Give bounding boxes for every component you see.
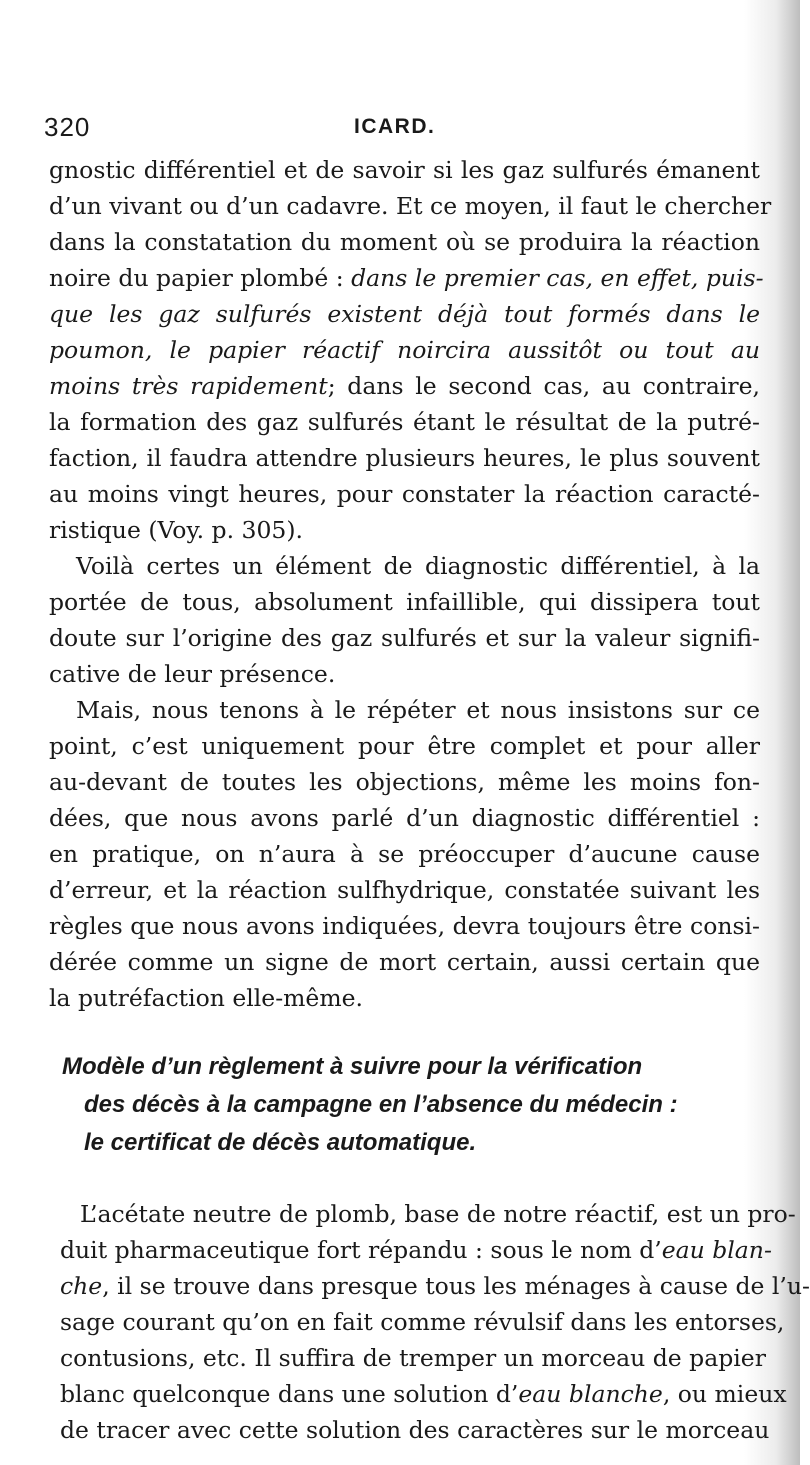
text-line: que les gaz sulfurés existent déjà tout formés dans le (49, 300, 760, 328)
page-number: 320 (44, 112, 91, 142)
text-line (49, 368, 760, 404)
text-line: dées, que nous avons parlé d’un diagnostic différentiel : (49, 804, 760, 832)
italic-span: eau blan- (661, 1236, 772, 1264)
heading-line: le certificat de décès automatique. (84, 1129, 477, 1156)
text-span: , il se trouve dans presque tous les ménages à cause de l’u- (102, 1272, 810, 1300)
text-line: sage courant qu’on en fait comme révulsif dans les entorses, (60, 1308, 785, 1336)
text-line (49, 260, 764, 296)
text-span: ; dans le second cas, au contraire, (327, 372, 760, 400)
text-line: point, c’est uniquement pour être complet et pour aller (49, 732, 760, 760)
text-line: contusions, etc. Il suffira de tremper un morceau de papier (60, 1344, 766, 1372)
text-span: blanc quelconque dans une solution d’ (60, 1380, 519, 1408)
text-line: cative de leur présence. (49, 660, 336, 688)
text-line: ristique (Voy. p. 305). (49, 516, 304, 544)
italic-span: eau blanche (518, 1380, 663, 1408)
text-line: doute sur l’origine des gaz sulfurés et sur la valeur signifi- (49, 624, 760, 652)
text-span: , ou mieux (662, 1380, 787, 1408)
text-line: en pratique, on n’aura à se préoccuper d’aucune cause (49, 840, 760, 868)
text-line: dérée comme un signe de mort certain, aussi certain que (49, 948, 760, 976)
text-line: poumon, le papier réactif noircira aussitôt ou tout au (49, 336, 760, 364)
text-line: la formation des gaz sulfurés étant le résultat de la putré- (49, 408, 760, 436)
italic-span: dans le premier cas, en effet, puis- (351, 264, 764, 292)
text-line: règles que nous avons indiquées, devra toujours être consi- (49, 912, 760, 940)
text-line: gnostic différentiel et de savoir si les gaz sulfurés émanent (49, 156, 760, 184)
page-header (44, 112, 764, 152)
text-line: faction, il faudra attendre plusieurs heures, le plus souvent (49, 444, 760, 472)
text-span: noire du papier plombé : (49, 264, 352, 292)
text-line: d’erreur, et la réaction sulfhydrique, constatée suivant les (49, 876, 760, 904)
italic-span: che (60, 1272, 103, 1300)
text-line: de tracer avec cette solution des caractères sur le morceau (60, 1416, 770, 1444)
heading-line: des décès à la campagne en l’absence du médecin : (84, 1091, 678, 1118)
text-line: au-devant de toutes les objections, même les moins fon- (49, 768, 760, 796)
text-line: d’un vivant ou d’un cadavre. Et ce moyen, il faut le chercher (49, 192, 772, 220)
text-line (60, 1268, 810, 1304)
text-line: dans la constatation du moment où se produira la réaction (49, 228, 760, 256)
text-line: Voilà certes un élément de diagnostic différentiel, à la (76, 552, 760, 580)
text-span: duit pharmaceutique fort répandu : sous le nom d’ (60, 1236, 662, 1264)
text-line: L’acétate neutre de plomb, base de notre réactif, est un pro- (80, 1200, 796, 1228)
text-line: Mais, nous tenons à le répéter et nous insistons sur ce (76, 696, 760, 724)
italic-span: moins très rapidement (49, 372, 328, 400)
heading-line: Modèle d’un règlement à suivre pour la vérification (62, 1053, 643, 1080)
text-line: portée de tous, absolument infaillible, qui dissipera tout (49, 588, 760, 616)
text-line: la putréfaction elle-même. (49, 984, 363, 1012)
text-line (60, 1232, 772, 1268)
text-line (60, 1376, 787, 1412)
running-head: ICARD. (354, 115, 436, 138)
text-line: au moins vingt heures, pour constater la réaction caracté- (49, 480, 760, 508)
